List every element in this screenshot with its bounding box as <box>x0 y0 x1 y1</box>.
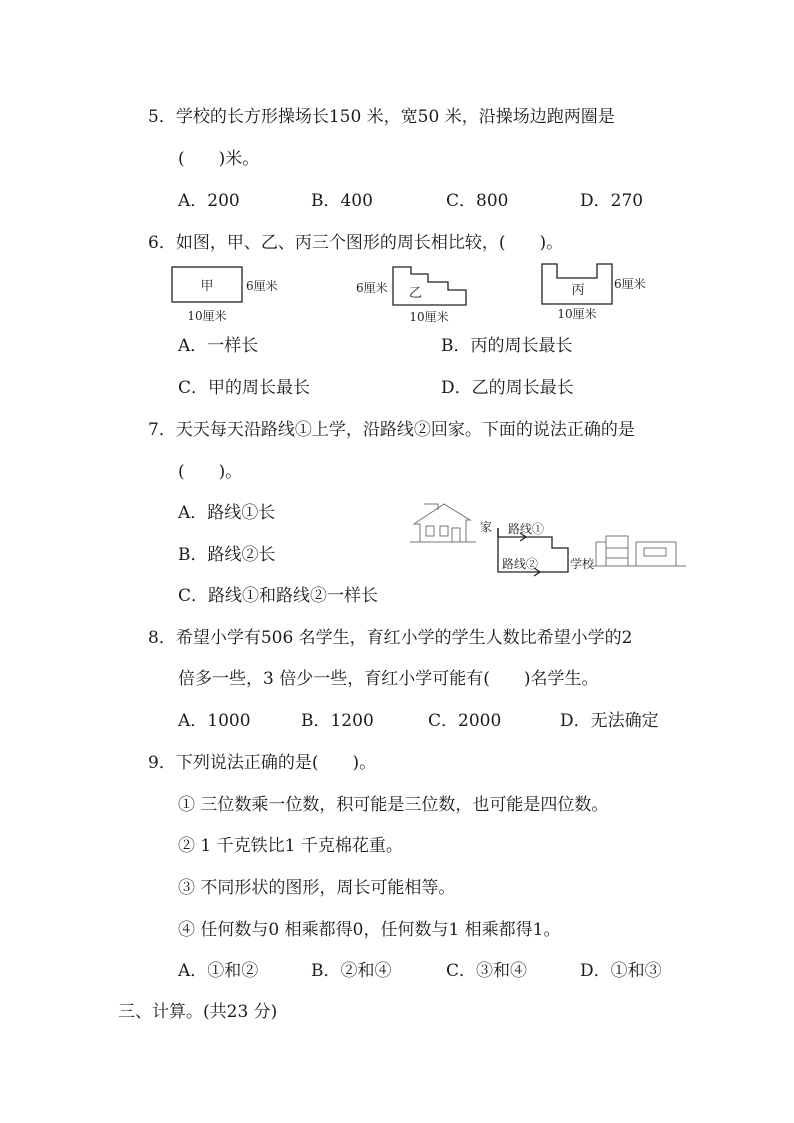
q6-option-d: D．乙的周长最长 <box>441 378 574 398</box>
q5-option-b: B．400 <box>311 191 373 211</box>
q6-option-a: A．一样长 <box>178 336 259 356</box>
q9-option-c: C．③和④ <box>446 961 528 981</box>
q7-option-b: B．路线②长 <box>178 545 276 565</box>
q9-statement-3: ③ 不同形状的图形，周长可能相等。 <box>178 878 456 898</box>
route-1-label: 路线① <box>508 522 545 536</box>
q8-option-b: B．1200 <box>301 711 374 731</box>
q8-option-d: D．无法确定 <box>560 711 659 731</box>
q7-text-cont: ( )。 <box>178 462 243 482</box>
q7-route-figure <box>410 498 686 578</box>
jia-label: 甲 <box>200 279 214 294</box>
q5-option-d: D．270 <box>580 191 644 211</box>
q5-option-a: A．200 <box>178 191 240 211</box>
q6-option-b: B．丙的周长最长 <box>441 336 573 356</box>
q5-text: 5．学校的长方形操场长150 米，宽50 米，沿操场边跑两圈是 <box>148 107 615 127</box>
bing-width: 10厘米 <box>557 307 597 321</box>
q6-figure <box>160 262 680 328</box>
q5-text-cont: ( )米。 <box>178 149 260 169</box>
yi-width: 10厘米 <box>409 310 449 324</box>
q8-text: 8．希望小学有506 名学生，育红小学的学生人数比希望小学的2 <box>148 628 633 648</box>
jia-height: 6厘米 <box>246 279 278 293</box>
yi-height: 6厘米 <box>356 281 388 295</box>
q8-option-c: C．2000 <box>428 711 502 731</box>
yi-shape <box>393 267 466 305</box>
q9-option-b: B．②和④ <box>311 961 392 981</box>
q8-text-cont: 倍多一些，3 倍少一些，育红小学可能有( )名学生。 <box>178 669 599 689</box>
q7-option-c: C．路线①和路线②一样长 <box>178 586 379 606</box>
q7-option-a: A．路线①长 <box>178 503 276 523</box>
q6-text: 6．如图，甲、乙、丙三个图形的周长相比较，( )。 <box>148 233 564 253</box>
q8-option-a: A．1000 <box>178 711 251 731</box>
q5-option-c: C．800 <box>446 191 509 211</box>
bing-label: 丙 <box>571 283 585 298</box>
section-3-heading: 三、计算。(共23 分) <box>118 1002 278 1022</box>
jia-width: 10厘米 <box>187 309 227 323</box>
q9-statement-2: ② 1 千克铁比1 千克棉花重。 <box>178 836 403 856</box>
yi-label: 乙 <box>409 286 423 301</box>
bing-height: 6厘米 <box>614 277 646 291</box>
home-label: 家 <box>480 520 493 534</box>
school-label: 学校 <box>570 557 595 571</box>
route-2-label: 路线② <box>502 557 539 571</box>
house-icon <box>410 504 476 542</box>
q9-option-a: A．①和② <box>178 961 259 981</box>
q9-statement-1: ① 三位数乘一位数，积可能是三位数，也可能是四位数。 <box>178 795 609 815</box>
q9-text: 9．下列说法正确的是( )。 <box>148 753 377 773</box>
q7-text: 7．天天每天沿路线①上学，沿路线②回家。下面的说法正确的是 <box>148 420 635 440</box>
school-icon <box>590 536 686 566</box>
q6-option-c: C．甲的周长最长 <box>178 378 311 398</box>
q9-statement-4: ④ 任何数与0 相乘都得0，任何数与1 相乘都得1。 <box>178 920 561 940</box>
q9-option-d: D．①和③ <box>580 961 662 981</box>
